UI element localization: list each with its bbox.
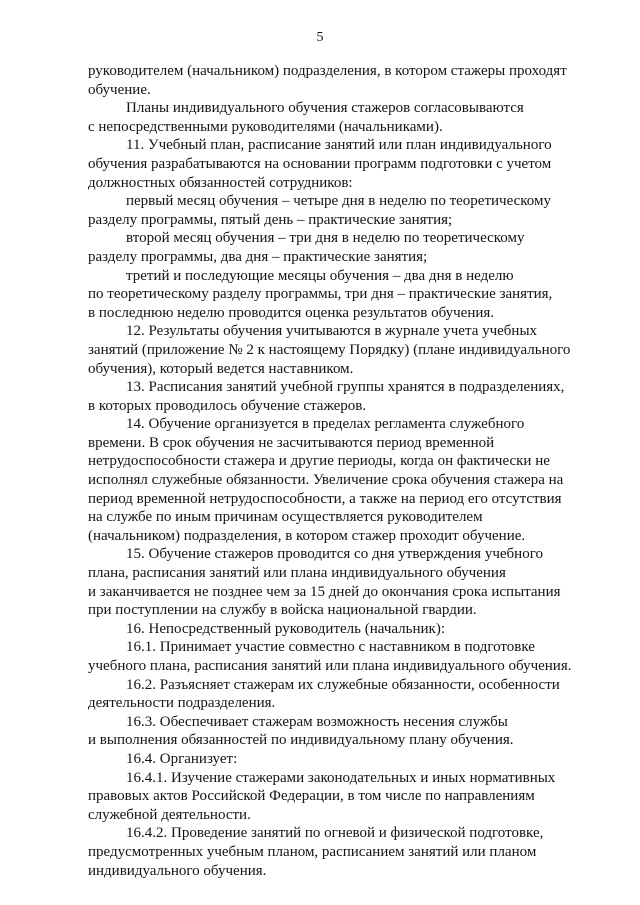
paragraph-16-4-2: 16.4.2. Проведение занятий по огневой и физической подготовке, предусмотренных учебным планом, расписанием занятий или планом индивидуального обучения. [88, 825, 544, 879]
paragraph-second-month: второй месяц обучения – три дня в неделю по теоретическому разделу программы, два дня – практические занятия; [88, 230, 525, 265]
document-body [88, 62, 578, 880]
paragraph-12: 12. Результаты обучения учитываются в журнале учета учебных занятий (приложение № 2 к настоящему Порядку) (плане индивидуального обучения), который ведется наставником. [88, 323, 571, 377]
paragraph-16-1: 16.1. Принимает участие совместно с наставником в подготовке учебного плана, расписания занятий или плана индивидуального обучения. [88, 639, 572, 674]
paragraph-16-3: 16.3. Обеспечивает стажерам возможность несения службы и выполнения обязанностей по индивидуальному плану обучения. [88, 713, 514, 749]
paragraph-13: 13. Расписания занятий учебной группы хранятся в подразделениях, в которых проводилось обучение стажеров. [88, 379, 565, 414]
paragraph-first-month: первый месяц обучения – четыре дня в неделю по теоретическому разделу программы, пятый день – практические занятия; [88, 193, 551, 228]
paragraph-15: 15. Обучение стажеров проводится со дня утверждения учебного плана, расписания занятий или плана индивидуального обучения и заканчивается не позднее чем за 15 дней до окончания срока испытания при поступлении на службу в войска национальной гвардии. [88, 546, 561, 619]
paragraph-16: 16. Непосредственный руководитель (начальник): [126, 620, 445, 637]
paragraph-16-4-1: 16.4.1. Изучение стажерами законодательных и иных нормативных правовых актов Российской Федерации, в том числе по направлениям служебной деятельности. [88, 769, 556, 823]
paragraph-14: 14. Обучение организуется в пределах регламента служебного времени. В срок обучения не засчитываются период временной нетрудоспособности стажера и другие периоды, когда он фактически не исполнял служебные обязанности. Увеличение срока обучения стажера на период временной нетрудоспособности, а также на период его отсутствия на службе по иным причинам осуществляется руководителем (начальником) подразделения, в котором стажер проходит обучение. [88, 416, 564, 544]
paragraph-16-2: 16.2. Разъясняет стажерам их служебные обязанности, особенности деятельности подразделения. [88, 676, 560, 712]
paragraph-continuation: руководителем (начальником) подразделения, в котором стажеры проходят обучение. [88, 63, 567, 98]
page-number: 5 [316, 30, 324, 45]
paragraph-11: 11. Учебный план, расписание занятий или план индивидуального обучения разрабатываются на основании программ подготовки с учетом должностных обязанностей сотрудников: [88, 137, 552, 191]
paragraph-plans-approval: Планы индивидуального обучения стажеров согласовываются с непосредственными руководителями (начальниками). [88, 100, 524, 135]
paragraph-third-month: третий и последующие месяцы обучения – два дня в неделю по теоретическому разделу программы, три дня – практические занятия, в последнюю неделю проводится оценка результатов обучения. [88, 267, 553, 321]
paragraph-16-4: 16.4. Организует: [126, 750, 238, 767]
